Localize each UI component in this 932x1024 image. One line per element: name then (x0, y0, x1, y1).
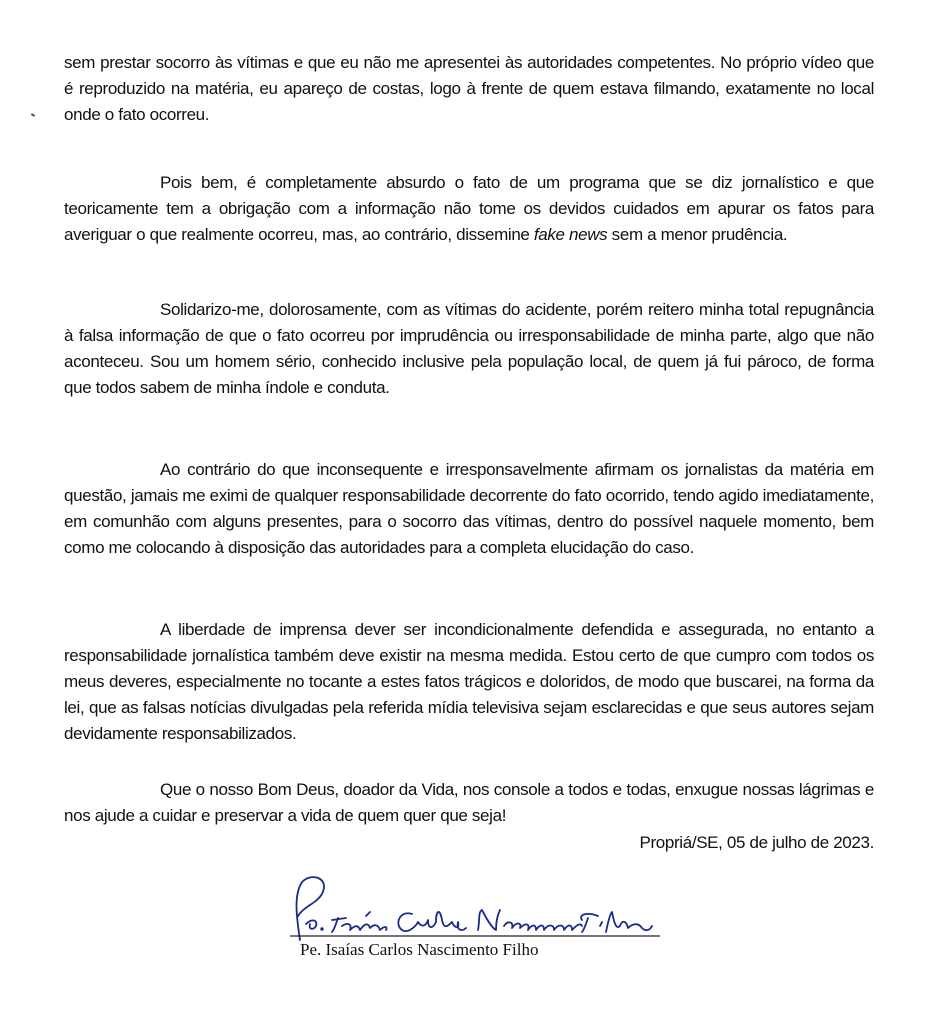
signature-scribble (282, 874, 672, 944)
paragraph-fake-news (64, 170, 874, 248)
paragraph-text: Pois bem, é completamente absurdo o fato de um programa que se diz jornalístico e que teoricamente tem a obrigação com a informação não tome os devidos cuidados em apurar os fatos para averiguar o que realmente ocorreu, mas, ao contrário, dissemine (64, 173, 874, 244)
paragraph-text: sem a menor prudência. (607, 225, 788, 244)
place-and-date: Propriá/SE, 05 de julho de 2023. (639, 833, 874, 852)
paragraph-closing-prayer: Que o nosso Bom Deus, doador da Vida, nos console a todos e todas, enxugue nossas lágrimas e nos ajude a cuidar e preservar a vida de quem quer que seja! (64, 780, 874, 825)
signer-printed-name: Pe. Isaías Carlos Nascimento Filho (300, 940, 539, 959)
emphasis-fake-news: fake news (533, 225, 608, 244)
paragraph-press-freedom: A liberdade de imprensa dever ser incondicionalmente defendida e assegurada, no entanto a responsabilidade jornalística também deve existir na mesma medida. Estou certo de que cumpro com todos os meus deveres, especialmente no tocante a estes fatos trágicos e doloridos, de modo que buscarei, na forma da lei, que as falsas notícias divulgadas pela referida mídia televisiva sejam esclarecidas e que seus autores sejam devidamente responsabilizados. (64, 620, 874, 743)
paragraph-responsibility: Ao contrário do que inconsequente e irresponsavelmente afirmam os jornalistas da matéria em questão, jamais me eximi de qualquer responsabilidade decorrente do fato ocorrido, tendo agido imediatamente, em comunhão com alguns presentes, para o socorro das vítimas, dentro do possível naquele momento, bem como me colocando à disposição das autoridades para a completa elucidação do caso. (64, 460, 874, 557)
handwritten-signature (282, 874, 672, 944)
paragraph-continuation: sem prestar socorro às vítimas e que eu não me apresentei às autoridades competentes. No próprio vídeo que é reproduzido na matéria, eu apareço de costas, logo à frente de quem estava filmando, exatamente no local onde o fato ocorreu. (64, 53, 874, 124)
stray-scan-mark (31, 113, 35, 117)
paragraph-solidarity: Solidarizo-me, dolorosamente, com as vítimas do acidente, porém reitero minha total repugnância à falsa informação de que o fato ocorreu por imprudência ou irresponsabilidade de minha parte, algo que não aconteceu. Sou um homem sério, conhecido inclusive pela população local, de quem já fui pároco, de forma que todos sabem de minha índole e conduta. (64, 300, 874, 397)
